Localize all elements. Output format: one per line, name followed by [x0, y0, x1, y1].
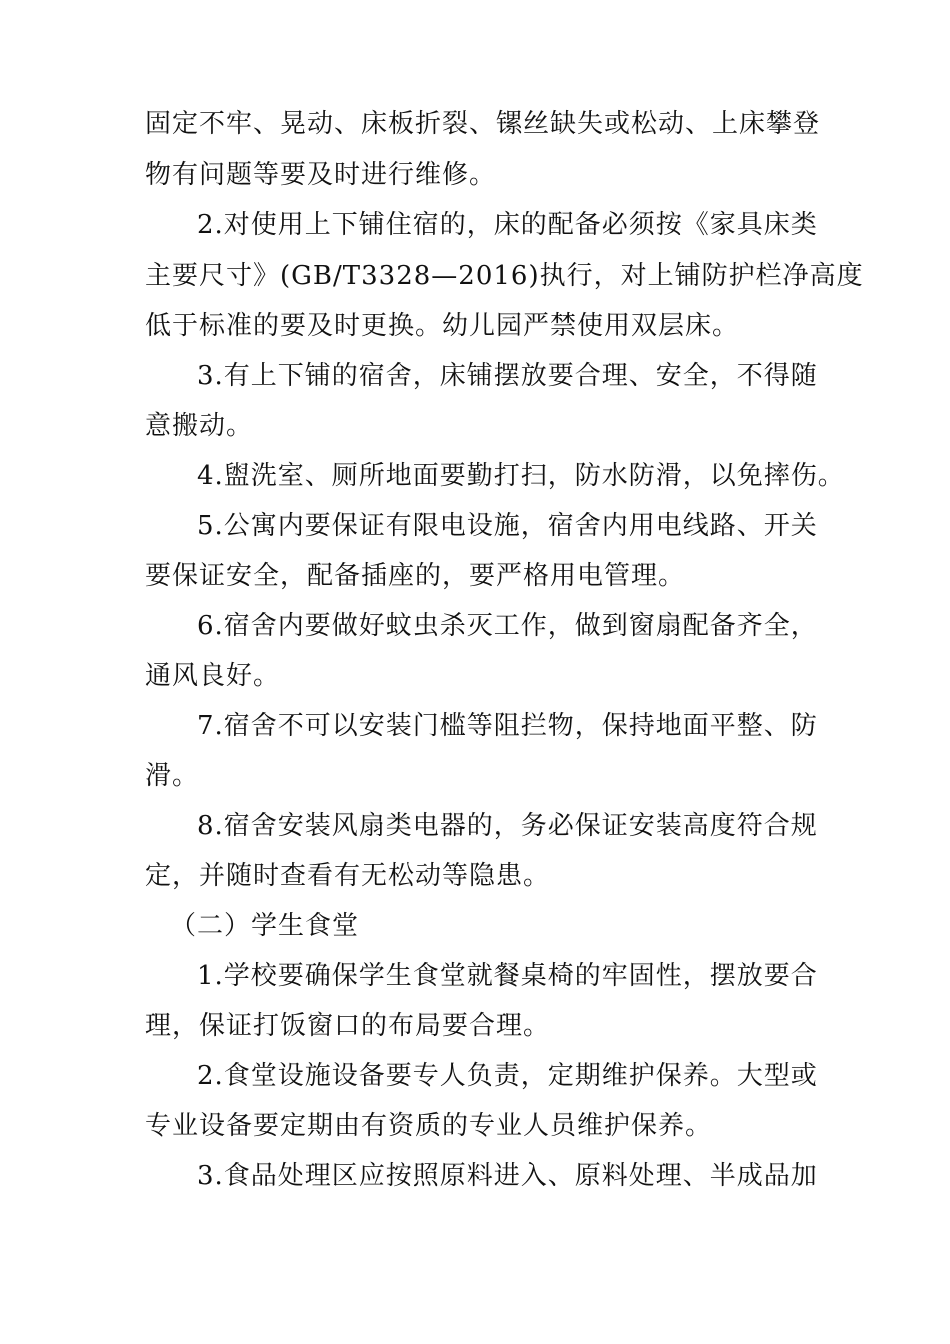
text-line: 意搬动。: [145, 411, 254, 441]
text-line: 固定不牢、晃动、床板折裂、镙丝缺失或松动、上床攀登: [145, 109, 821, 139]
paragraph-start: 2.食堂设施设备要专人负责，定期维护保养。大型或: [197, 1061, 818, 1091]
text-line: 通风良好。: [145, 661, 281, 691]
paragraph-start: 3.食品处理区应按照原料进入、原料处理、半成品加: [197, 1161, 818, 1191]
paragraph-start: 6.宿舍内要做好蚊虫杀灭工作，做到窗扇配备齐全，: [197, 611, 818, 641]
text-line: 主要尺寸》(GB/T3328—2016)执行，对上铺防护栏净高度: [145, 261, 864, 291]
paragraph-start: 8.宿舍安装风扇类电器的，务必保证安装高度符合规: [197, 811, 818, 841]
text-line: 理，保证打饭窗口的布局要合理。: [145, 1011, 551, 1041]
text-line: 低于标准的要及时更换。幼儿园严禁使用双层床。: [145, 311, 740, 341]
text-line: 定，并随时查看有无松动等隐患。: [145, 861, 551, 891]
paragraph-start: 3.有上下铺的宿舍，床铺摆放要合理、安全，不得随: [197, 361, 818, 391]
text-line: 要保证安全，配备插座的，要严格用电管理。: [145, 561, 686, 591]
paragraph-start: 4.盥洗室、厕所地面要勤打扫，防水防滑，以免摔伤。: [197, 461, 845, 491]
text-line: 物有问题等要及时进行维修。: [145, 160, 497, 190]
paragraph-start: 1.学校要确保学生食堂就餐桌椅的牢固性，摆放要合: [197, 961, 818, 991]
paragraph-start: 2.对使用上下铺住宿的，床的配备必须按《家具床类: [197, 210, 818, 240]
paragraph-start: 5.公寓内要保证有限电设施，宿舍内用电线路、开关: [197, 511, 818, 541]
section-heading: （二）学生食堂: [170, 911, 360, 941]
text-line: 滑。: [145, 761, 200, 791]
text-line: 专业设备要定期由有资质的专业人员维护保养。: [145, 1111, 713, 1141]
paragraph-start: 7.宿舍不可以安装门槛等阻拦物，保持地面平整、防: [197, 711, 818, 741]
